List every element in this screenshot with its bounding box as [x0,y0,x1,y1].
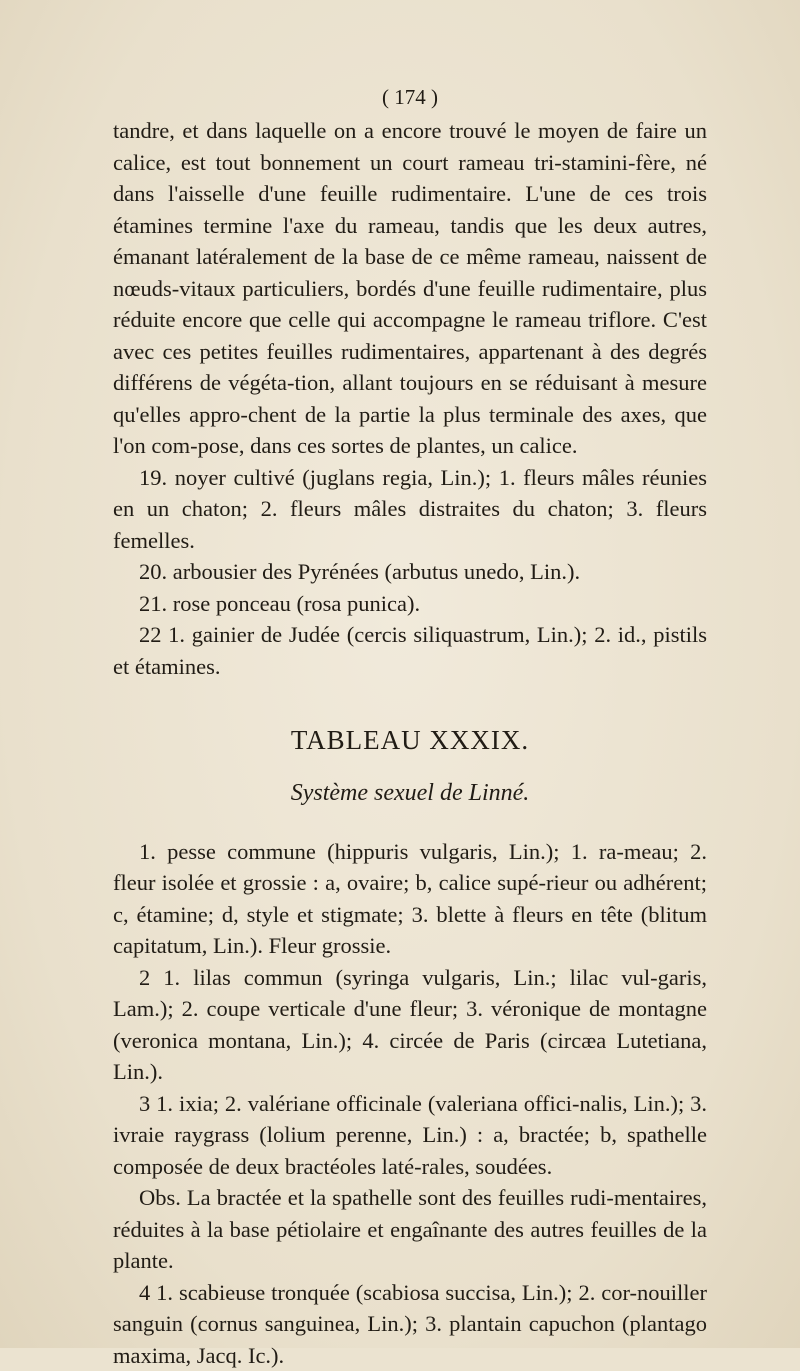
plate-entry-22: 22 1. gainier de Judée (cercis siliquastrum, Lin.); 2. id., pistils et étamines. [113,619,707,682]
plate-entry-21: 21. rose ponceau (rosa punica). [113,588,707,620]
tableau-entry-3: 3 1. ixia; 2. valériane officinale (valeriana offici-nalis, Lin.); 3. ivraie raygrass (lolium perenne, Lin.) : a, bractée; b, spathelle composée de deux bractéoles laté-rales, soudées. [113,1088,707,1183]
tableau-entry-4: 4 1. scabieuse tronquée (scabiosa succisa, Lin.); 2. cor-nouiller sanguin (cornus sanguinea, Lin.); 3. plantain capuchon (plantago maxima, Jacq. Ic.). [113,1277,707,1371]
page-text [113,85,707,1371]
tableau-entry-1: 1. pesse commune (hippuris vulgaris, Lin.); 1. ra-meau; 2. fleur isolée et grossie : a, ovaire; b, calice supé-rieur ou adhérent; c, étamine; d, style et stigmate; 3. blette à fleurs en tête (blitum capitatum, Lin.). Fleur grossie. [113,836,707,962]
tableau-entry-2: 2 1. lilas commun (syringa vulgaris, Lin.; lilac vul-garis, Lam.); 2. coupe verticale d'une fleur; 3. véronique de montagne (veronica montana, Lin.); 4. circée de Paris (circæa Lutetiana, Lin.). [113,962,707,1088]
observation-note: Obs. La bractée et la spathelle sont des feuilles rudi-mentaires, réduites à la base pétiolaire et engaînante des autres feuilles de la plante. [113,1182,707,1277]
page-number: ( 174 ) [113,85,707,109]
tableau-subtitle: Système sexuel de Linné. [113,778,707,810]
paragraph-calice: tandre, et dans laquelle on a encore trouvé le moyen de faire un calice, est tout bonnement un court rameau tri-stamini-fère, né dans l'aisselle d'une feuille rudimentaire. L'une de ces trois étamines termine l'axe du rameau, tandis que les deux autres, émanant latéralement de la base de ce même rameau, naissent de nœuds-vitaux particuliers, bordés d'une feuille rudimentaire, plus réduite encore que celle qui accompagne le rameau triflore. C'est avec ces petites feuilles rudimentaires, appartenant à des degrés différens de végéta-tion, allant toujours en se réduisant à mesure qu'elles appro-chent de la partie la plus terminale des axes, que l'on com-pose, dans ces sortes de plantes, un calice. [113,115,707,462]
plate-entry-19: 19. noyer cultivé (juglans regia, Lin.); 1. fleurs mâles réunies en un chaton; 2. fleurs mâles distraites du chaton; 3. fleurs femelles. [113,462,707,557]
tableau-title: TABLEAU XXXIX. [113,720,707,760]
section-spacer [113,682,707,714]
plate-entry-20: 20. arbousier des Pyrénées (arbutus unedo, Lin.). [113,556,707,588]
